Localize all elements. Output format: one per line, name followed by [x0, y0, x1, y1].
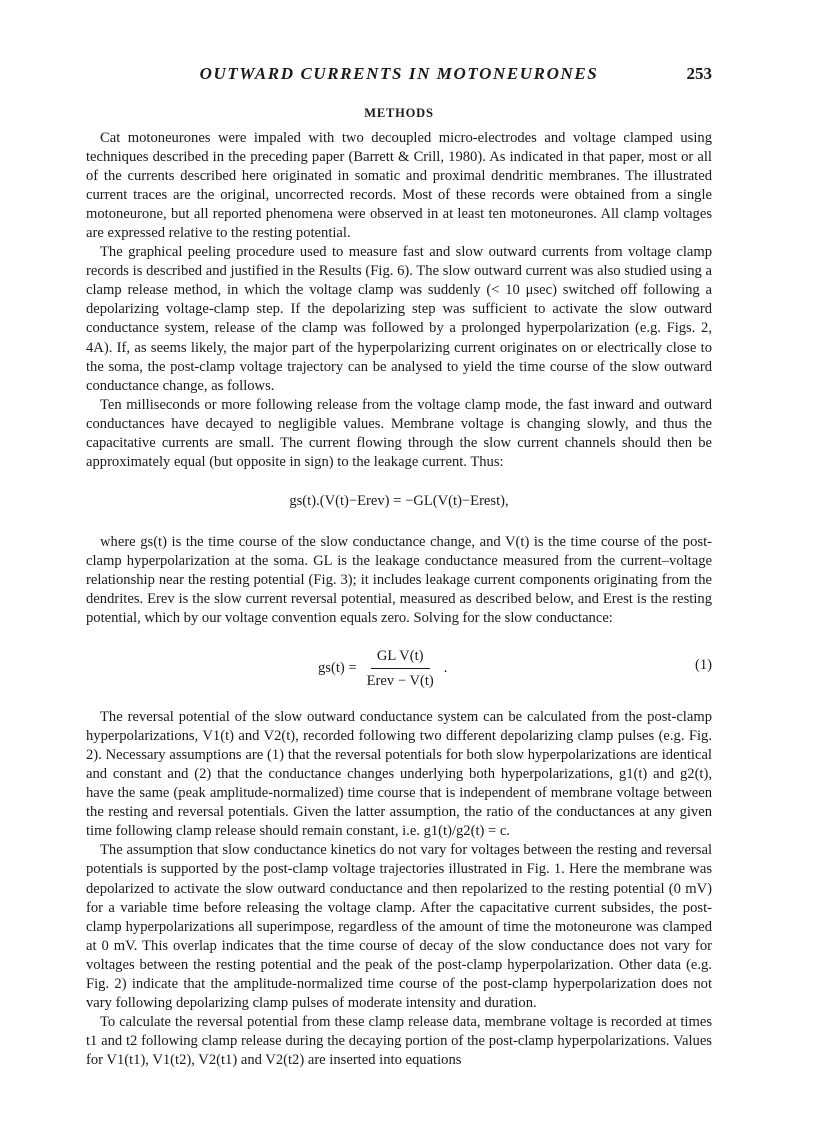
paragraph-5: The reversal potential of the slow outward conductance system can be calculated from the post-clamp hyperpolarizations, V1(t) and V2(t), recorded following two different depolarizing clamp pulses (e.g. Fig. 2). Necessary assumptions are (1) that the reversal potentials for both slow hyperpolarizations are identical and constant and (2) that the conductance changes underlying both hyperpolarizations, g1(t) and g2(t), have the same (peak amplitude-normalized) time course that is independent of membrane voltage between the resting and reversal potentials. Given the latter assumption, the ratio of the conductances at any given time following clamp release should remain constant, i.e. g1(t)/g2(t) = c.	[86, 709, 712, 840]
equation-1-denominator: Erev − V(t)	[366, 672, 434, 689]
running-head	[86, 64, 712, 94]
paragraph-4: where gs(t) is the time course of the slow conductance change, and V(t) is the time course of the post-clamp hyperpolarization at the soma. GL is the leakage conductance measured from the current–voltage relationship near the resting potential (Fig. 3); it includes leakage current components originating from the dendrites. Erev is the slow current reversal potential, measured as described below, and Erest is the resting potential, which by our voltage convention equals zero. Solving for the slow conductance:	[86, 533, 712, 627]
paragraph-6: The assumption that slow conductance kinetics do not vary for voltages between the resting and reversal potentials is supported by the post-clamp voltage trajectories illustrated in Fig. 1. Here the membrane was depolarized to activate the slow outward conductance and then repolarized to the resting potential (0 mV) for a variable time before releasing the voltage clamp. After the capacitative current subsides, the post-clamp hyperpolarizations all superimpose, regardless of the amount of time the motoneurone was clamped at 0 mV. This overlap indicates that the time course of decay of the slow conductance does not vary for voltages between the resting potential and the peak of the post-clamp hyperpolarization. Other data (e.g. Fig. 2) indicate that the amplitude-normalized time course of the post-clamp hyperpolarization does not vary following depolarizing clamp pulses of moderate intensity and duration.	[86, 842, 712, 1011]
equation-1-lhs: gs(t) =	[318, 659, 357, 676]
equation-1-numerator: GL V(t)	[371, 646, 430, 669]
equation-1-fraction	[361, 646, 440, 691]
paragraph-3: Ten milliseconds or more following release from the voltage clamp mode, the fast inward and outward conductances have decayed to negligible values. Membrane voltage is changing slowly, and thus the capacitative currents are small. The current flowing through the slow current channels should then be approximately equal (but opposite in sign) to the leakage current. Thus:	[86, 396, 712, 470]
equation-1	[86, 642, 712, 694]
equation-leakage-balance-text: gs(t).(V(t)−Erev) = −GL(V(t)−Erest),	[289, 492, 509, 509]
journal-page	[86, 64, 712, 1070]
paragraph-2: The graphical peeling procedure used to measure fast and slow outward currents from voltage clamp records is described and justified in the Results (Fig. 6). The slow outward current was also studied using a clamp release method, in which the voltage clamp was suddenly (< 10 μsec) switched off following a depolarizing voltage-clamp step. If the depolarizing step was sufficient to activate the slow outward conductance system, release of the clamp was followed by a prolonged hyperpolarization (e.g. Figs. 2, 4A). If, as seems likely, the major part of the hyperpolarizing current originates on or electrically close to the soma, the post-clamp voltage trajectory can be analysed to yield the time course of the slow outward conductance change, as follows.	[86, 244, 712, 394]
equation-1-number: (1)	[694, 657, 712, 674]
page-number: 253	[686, 64, 712, 83]
running-title: OUTWARD CURRENTS IN MOTONEURONES	[199, 64, 599, 83]
equation-1-period: .	[443, 659, 448, 676]
equation-leakage-balance	[86, 485, 712, 518]
equation-1-body	[318, 642, 447, 694]
section-heading: METHODS	[364, 106, 434, 120]
paragraph-1: Cat motoneurones were impaled with two decoupled micro-electrodes and voltage clamped using techniques described in the preceding paper (Barrett & Crill, 1980). As indicated in that paper, most or all of the currents described here originated in somatic and proximal dendritic membranes. The illustrated current traces are the original, uncorrected records. Most of these records were obtained from a single motoneurone, but all reported phenomena were observed in at least ten motoneurones. All clamp voltages are expressed relative to the resting potential.	[86, 130, 712, 242]
paragraph-7: To calculate the reversal potential from these clamp release data, membrane voltage is recorded at times t1 and t2 following clamp release during the decaying portion of the post-clamp hyperpolarizations. Values for V1(t1), V1(t2), V2(t1) and V2(t2) are inserted into equations	[86, 1013, 712, 1068]
